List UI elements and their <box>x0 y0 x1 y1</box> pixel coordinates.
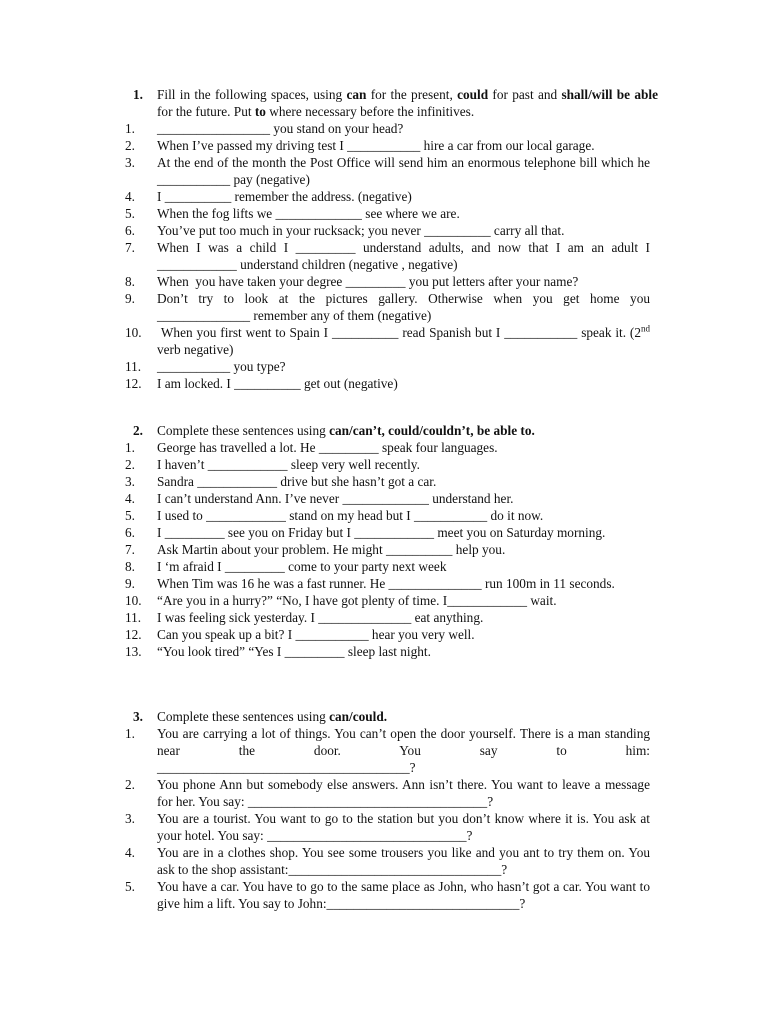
list-item: 12. Can you speak up a bit? I ___________ hear you very well. <box>125 627 475 642</box>
list-item: 4. I __________ remember the address. (negative) <box>125 189 412 204</box>
section-number: 1. <box>133 87 143 102</box>
list-item: 2. When I’ve passed my driving test I ___________ hire a car from our local garage. <box>125 138 595 153</box>
section-number: 2. <box>133 423 143 438</box>
list-item: 8. When you have taken your degree _________ you put letters after your name? <box>125 274 579 289</box>
section-number: 3. <box>133 709 143 724</box>
exercise-list <box>125 439 650 660</box>
list-item: 9. Don’t try to look at the pictures gallery. Otherwise when you get home you ______________ remember any of them (negative) <box>125 291 654 323</box>
list-item: 7. When I was a child I _________ understand adults, and now that I am an adult I ____________ understand children (negative , negative) <box>125 240 654 272</box>
list-item: 5. I used to ____________ stand on my head but I ___________ do it now. <box>125 508 544 523</box>
list-item: 8. I ‘m afraid I _________ come to your party next week <box>125 559 447 574</box>
list-item: 1. George has travelled a lot. He _________ speak four languages. <box>125 440 498 455</box>
section-3 <box>125 708 658 912</box>
section-2 <box>125 422 658 660</box>
section-1 <box>125 86 658 392</box>
exercise-list <box>125 120 654 392</box>
list-item: 6. You’ve put too much in your rucksack; you never __________ carry all that. <box>125 223 565 238</box>
list-item: 9. When Tim was 16 he was a fast runner. He ______________ run 100m in 11 seconds. <box>125 576 615 591</box>
list-item: 5. You have a car. You have to go to the same place as John, who hasn’t got a car. You want to give him a lift. You say to John:_____________________________? <box>125 879 654 911</box>
list-item: 11. ___________ you type? <box>125 359 286 374</box>
list-item: 5. When the fog lifts we _____________ see where we are. <box>125 206 460 221</box>
section-3-instructions: 3. Complete these sentences using can/could. <box>133 709 388 724</box>
list-item: 3. You are a tourist. You want to go to the station but you don’t know where it is. You ask at your hotel. You say: ______________________________? <box>125 811 654 843</box>
list-item: 12. I am locked. I __________ get out (negative) <box>125 376 398 391</box>
list-item: 6. I _________ see you on Friday but I ____________ meet you on Saturday morning. <box>125 525 606 540</box>
list-item: 4. You are in a clothes shop. You see some trousers you like and you ant to try them on. You ask to the shop assistant:________________________________? <box>125 845 654 877</box>
list-item: 3. At the end of the month the Post Office will send him an enormous telephone bill which he ___________ pay (negative) <box>125 155 654 187</box>
section-1-instructions: 1. Fill in the following spaces, using can for the present, could for past and shall/will be able for the future. Put to where necessary before the infinitives. <box>133 87 658 119</box>
list-item: 2. I haven’t ____________ sleep very well recently. <box>125 457 420 472</box>
list-item: 3. Sandra ____________ drive but she hasn’t got a car. <box>125 474 437 489</box>
section-2-instructions: 2. Complete these sentences using can/can’t, could/couldn’t, be able to. <box>133 423 535 438</box>
list-item: 1. _________________ you stand on your head? <box>125 121 404 136</box>
list-item: 7. Ask Martin about your problem. He might __________ help you. <box>125 542 506 557</box>
list-item: 11. I was feeling sick yesterday. I ______________ eat anything. <box>125 610 484 625</box>
list-item: 10. When you first went to Spain I __________ read Spanish but I ___________ speak it. (2nd verb negative) <box>125 323 654 357</box>
list-item: 10. “Are you in a hurry?” “No, I have got plenty of time. I____________ wait. <box>125 593 557 608</box>
list-item: 4. I can’t understand Ann. I’ve never _____________ understand her. <box>125 491 514 506</box>
exercise-list <box>125 725 654 912</box>
list-item: 2. You phone Ann but somebody else answers. Ann isn’t there. You want to leave a message for her. You say: ____________________________________? <box>125 777 654 809</box>
list-item: 13. “You look tired” “Yes I _________ sleep last night. <box>125 644 431 659</box>
list-item: 1. You are carrying a lot of things. You can’t open the door yourself. There is a man standing near the door. You say to him: ______________________________________? <box>125 726 654 775</box>
